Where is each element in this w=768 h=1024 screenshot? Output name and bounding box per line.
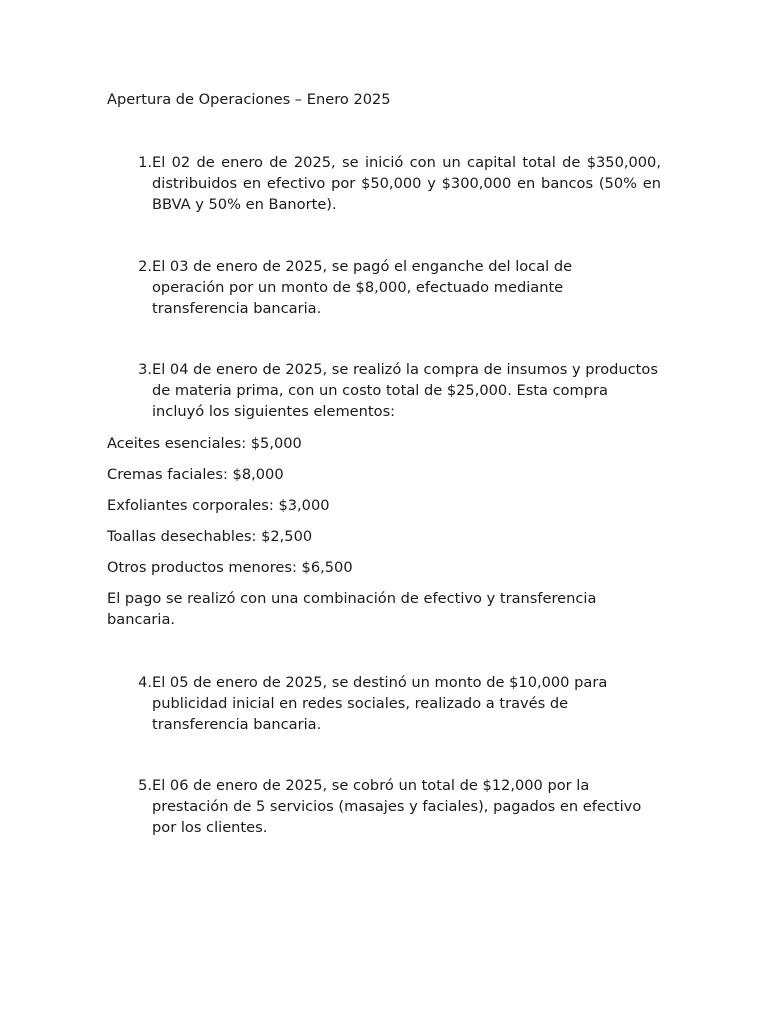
- purchase-line: Otros productos menores: $6,500: [107, 559, 353, 576]
- list-item-text: El 04 de enero de 2025, se realizó la compra de insumos y productos de materia prima, con un costo total de $25,000. Esta compra incluyó los siguientes elementos:: [152, 361, 658, 420]
- purchase-line: Aceites esenciales: $5,000: [107, 435, 302, 452]
- list-item-text: El 03 de enero de 2025, se pagó el enganche del local de operación por un monto de $8,000, efectuado mediante transferencia bancaria.: [152, 258, 573, 317]
- list-item-4: [107, 672, 661, 735]
- purchase-line: Toallas desechables: $2,500: [107, 528, 313, 545]
- list-item-1: [107, 152, 661, 215]
- list-item-2: [107, 256, 661, 319]
- list-item-5: [107, 775, 661, 838]
- list-item-number: 2.: [138, 258, 152, 275]
- list-item-text: El 02 de enero de 2025, se inició con un capital total de $350,000, distribuidos en efectivo por $50,000 y $300,000 en bancos (50% en BBVA y 50% en Banorte).: [152, 154, 661, 213]
- list-item-text: El 06 de enero de 2025, se cobró un total de $12,000 por la prestación de 5 servicios (masajes y faciales), pagados en efectivo por los clientes.: [152, 777, 642, 836]
- list-item-text: El 05 de enero de 2025, se destinó un monto de $10,000 para publicidad inicial en redes sociales, realizado a través de transferencia bancaria.: [152, 674, 608, 733]
- list-item-3: [107, 359, 661, 422]
- list-item-number: 1.: [138, 154, 152, 171]
- list-item-number: 4.: [138, 674, 152, 691]
- list-item-number: 3.: [138, 361, 152, 378]
- payment-note: El pago se realizó con una combinación de efectivo y transferencia bancaria.: [107, 590, 597, 628]
- purchase-line: Cremas faciales: $8,000: [107, 466, 284, 483]
- document-title: Apertura de Operaciones – Enero 2025: [107, 91, 391, 108]
- document-page: [107, 89, 661, 836]
- purchase-line: Exfoliantes corporales: $3,000: [107, 497, 330, 514]
- list-item-number: 5.: [138, 777, 152, 794]
